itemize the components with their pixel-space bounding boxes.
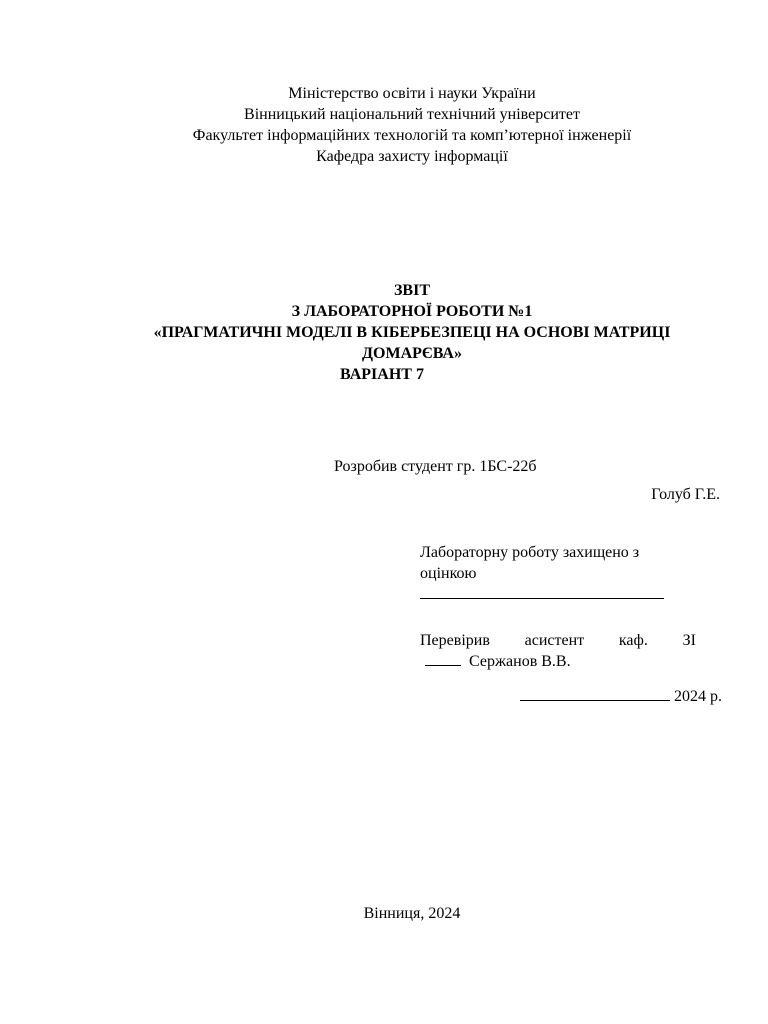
ministry-line: Міністерство освіти і науки України: [288, 85, 536, 102]
lab-heading: З ЛАБОРАТОРНОЇ РОБОТИ №1: [291, 303, 533, 320]
checker-row: [420, 651, 696, 672]
institution-header: [0, 83, 768, 167]
report-heading: ЗВІТ: [393, 282, 430, 299]
department-line: Кафедра захисту інформації: [316, 148, 508, 165]
grade-blank-line: [420, 584, 664, 599]
topic-heading: «ПРАГМАТИЧНІ МОДЕЛІ В КІБЕРБЕЗПЕЦІ НА ОСНОВІ МАТРИЦІ ДОМАРЄВА»: [153, 324, 671, 362]
position-word: асистент: [524, 632, 585, 649]
dept-code-word: ЗІ: [682, 632, 696, 649]
defended-text: Лабораторну роботу захищено з оцінкою: [420, 544, 640, 582]
date-line: [520, 686, 722, 706]
checked-word: Перевірив: [420, 632, 490, 649]
date-year: 2024 р.: [674, 688, 722, 705]
university-line: Вінницький національний технічний університет: [244, 106, 580, 123]
faculty-line: Факультет інформаційних технологій та комп’ютерної інженерії: [192, 127, 632, 144]
checker-name: Сержанов В.В.: [469, 653, 571, 670]
developer-line: Розробив студент гр. 1БС-22б: [334, 458, 537, 475]
date-blank-line: [520, 686, 670, 701]
defended-block: [420, 542, 692, 599]
checked-row: [420, 630, 696, 651]
checked-block: [420, 630, 696, 672]
variant-heading: ВАРІАНТ 7: [340, 366, 424, 383]
dept-abbr-word: каф.: [618, 632, 648, 649]
city-year: Вінниця, 2024: [363, 905, 461, 922]
signature-blank-line: [425, 651, 461, 666]
report-title: [0, 280, 768, 385]
developer-name: Голуб Г.Е.: [651, 486, 720, 503]
